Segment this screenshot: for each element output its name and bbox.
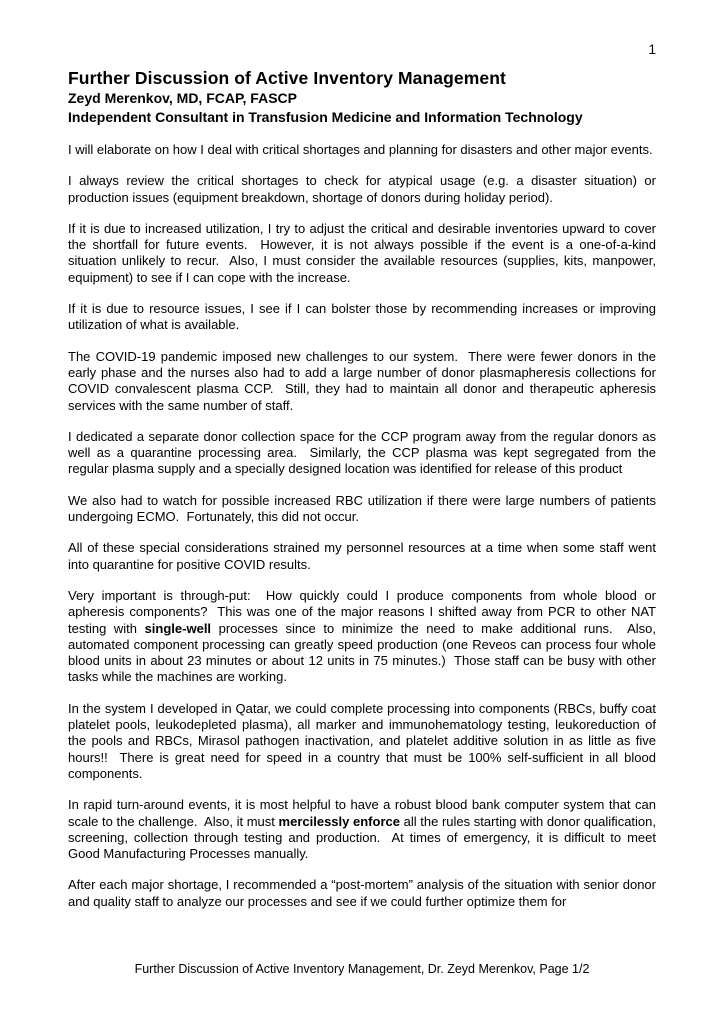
text-segment: I will elaborate on how I deal with critical shortages and planning for disasters and other major events. xyxy=(68,142,653,157)
page-number: 1 xyxy=(648,42,656,57)
bold-text: single-well xyxy=(144,620,212,636)
paragraph xyxy=(68,877,660,910)
paragraph xyxy=(68,220,660,286)
document-title: Further Discussion of Active Inventory Management xyxy=(68,68,506,88)
paragraph xyxy=(68,142,656,158)
paragraph xyxy=(68,173,660,206)
bold-text: mercilessly enforce xyxy=(278,813,400,829)
text-segment: Very important is through-put: How quickly could I produce components from whole blood or apheresis components? This was one of the major reasons I shifted away from PCR to other NAT testing with xyxy=(68,587,660,636)
paragraph xyxy=(68,301,660,334)
paragraph xyxy=(68,348,660,414)
paragraph xyxy=(68,797,660,862)
affiliation-line: Independent Consultant in Transfusion Medicine and Information Technology xyxy=(68,109,583,125)
document-body xyxy=(68,142,660,910)
text-segment: I dedicated a separate donor collection space for the CCP program away from the regular donors as well as a quarantine processing area. Similarly, the CCP plasma was kept segregated from the regular plasma supply and a specially designed location was identified for release of this product xyxy=(68,428,660,477)
text-segment: If it is due to resource issues, I see if I can bolster those by recommending increases or improving utilization of what is available. xyxy=(68,301,660,333)
text-segment: In rapid turn-around events, it is most helpful to have a robust blood bank computer system that can scale to the challenge. Also, it must xyxy=(68,797,660,829)
text-segment: processes since to minimize the need to make additional runs. Also, automated component processing can greatly speed production (one Reveos can process four whole blood units in about 23 minutes or about 12 units in 75 minutes.) Those staff can be busy with other tasks while the machines are working. xyxy=(68,620,660,685)
text-segment: In the system I developed in Qatar, we could complete processing into components (RBCs, buffy coat platelet pools, leukodepleted plasma), all marker and immunohematology testing, leukoreduction of the pools and RBCs, Mirasol pathogen inactivation, and platelet additive solution in as little as five hours!! There is great need for speed in a country that must be 100% self-sufficient in all blood components. xyxy=(68,700,660,781)
page-footer: Further Discussion of Active Inventory Management, Dr. Zeyd Merenkov, Page 1/2 xyxy=(134,962,590,976)
text-segment: If it is due to increased utilization, I try to adjust the critical and desirable inventories upward to cover the shortfall for future events. However, it is not always possible if the event is a one-of-a-kind situation unlikely to recur. Also, I must consider the available resources (supplies, kits, manpower, equipment) to see if I can cope with the increase. xyxy=(68,220,660,285)
author-line: Zeyd Merenkov, MD, FCAP, FASCP xyxy=(68,90,297,106)
text-segment: All of these special considerations strained my personnel resources at a time when some staff went into quarantine for positive COVID results. xyxy=(68,540,660,572)
paragraph xyxy=(68,428,660,478)
text-segment: all the rules starting with donor qualification, screening, collection through testing and production. At times of emergency, it is difficult to meet Good Manufacturing Processes manually. xyxy=(68,813,660,862)
text-segment: We also had to watch for possible increased RBC utilization if there were large numbers of patients undergoing ECMO. Fortunately, this did not occur. xyxy=(68,492,660,525)
text-segment: I always review the critical shortages to check for atypical usage (e.g. a disaster situation) or production issues (equipment breakdown, shortage of donors during holiday period). xyxy=(68,173,660,205)
text-segment: After each major shortage, I recommended a “post-mortem” analysis of the situation with senior donor and quality staff to analyze our processes and see if we could further optimize them for xyxy=(68,877,660,909)
paragraph xyxy=(68,700,660,782)
paragraph xyxy=(68,492,660,526)
paragraph xyxy=(68,587,660,686)
text-segment: The COVID-19 pandemic imposed new challenges to our system. There were fewer donors in the early phase and the nurses also had to add a large number of donor plasmapheresis collections for COVID convalescent plasma CCP. Still, they had to maintain all donor and therapeutic apheresis services with the same number of staff. xyxy=(68,348,660,413)
paragraph xyxy=(68,540,660,573)
